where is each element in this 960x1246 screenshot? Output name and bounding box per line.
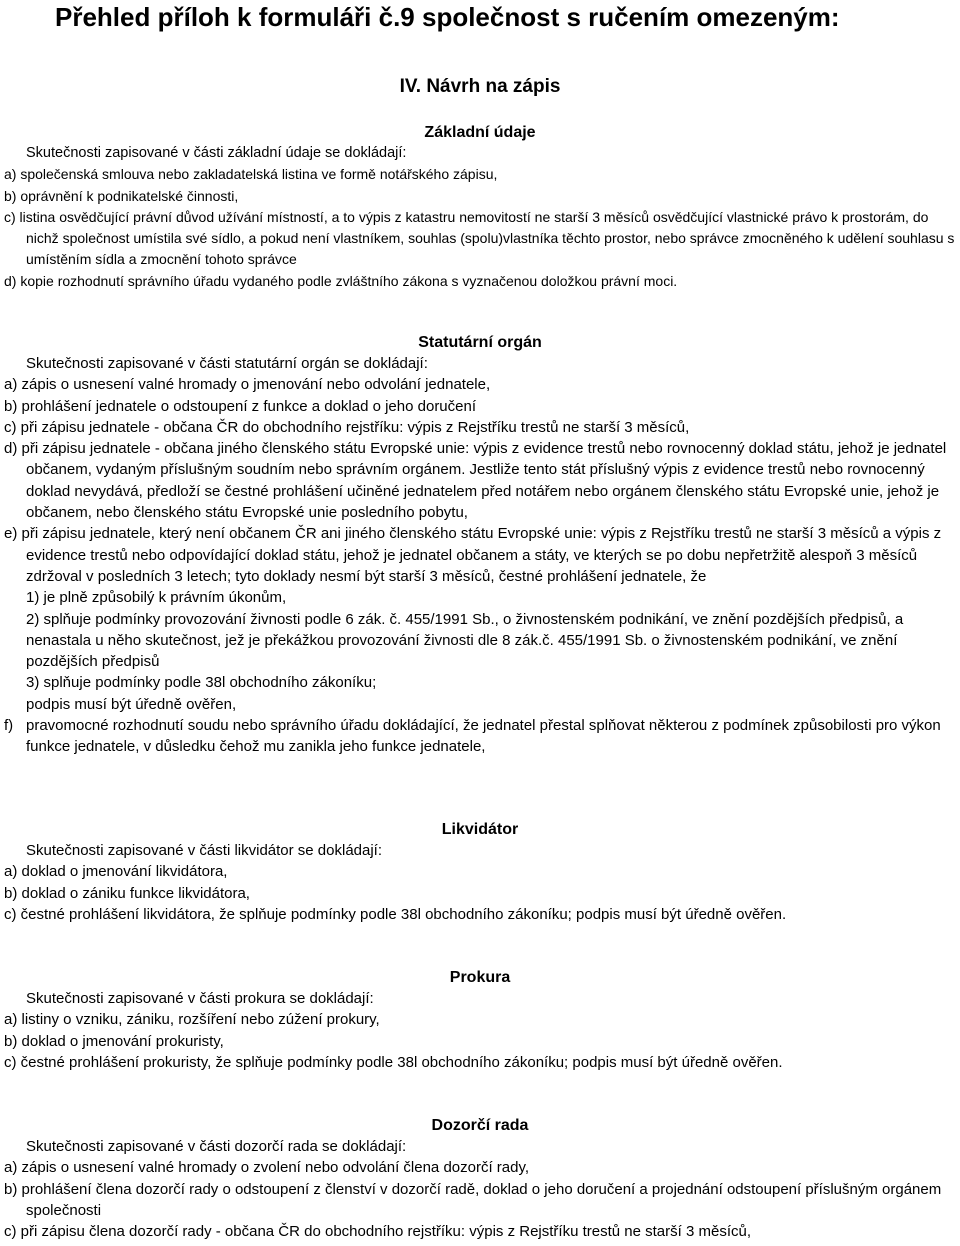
section-prokura — [0, 968, 960, 1073]
section-heading: Prokura — [449, 969, 511, 986]
section-heading: Statutární orgán — [418, 334, 542, 351]
list-item: b) prohlášení jednatele o odstoupení z funkce a doklad o jeho doručení — [4, 397, 477, 415]
section-intro: Skutečnosti zapisované v části prokura se dokládají: — [26, 990, 374, 1007]
list-item: c) čestné prohlášení prokuristy, že splňuje podmínky podle 38l obchodního zákoníku; podpis musí být úředně ověřen. — [4, 1053, 783, 1071]
list-item: b) doklad o jmenování prokuristy, — [4, 1032, 224, 1050]
sub-item: 1) je plně způsobilý k právním úkonům, — [26, 589, 287, 607]
list-item: b) oprávnění k podnikatelské činnosti, — [4, 187, 239, 204]
sub-item: 2) splňuje podmínky provozování živnosti podle 6 zák. č. 455/1991 Sb., o živnostenském podnikání, ve znění pozdějších předpisů, a nenastala u něho skutečnost, jež je překážkou provozování živnosti dle 8 zák.č. 455/1991 Sb. o živnostenském podnikání, ve znění pozdějších předpisů — [26, 610, 904, 671]
section-intro: Skutečnosti zapisované v části likvidátor se dokládají: — [26, 842, 383, 859]
list-item: e) při zápisu jednatele, který není občanem ČR ani jiného členského státu Evropské unie: výpis z Rejstříku trestů ne starší 3 měsíců a výpis z evidence trestů nebo odpovídající doklad státu, jehož je jednatel občanem a státy, ve kterých se po dobu nepřetržitě alespoň 3 měsíců zdržoval v posledních 3 letech; tyto doklady nesmí být starší 3 měsíců, čestné prohlášení jednatele, že — [4, 525, 942, 585]
list-item: c) při zápisu jednatele - občana ČR do obchodního rejstříku: výpis z Rejstříku trestů ne starší 3 měsíců, — [4, 418, 690, 436]
list-item: c) při zápisu člena dozorčí rady - občana ČR do obchodního rejstříku: výpis z Rejstříku trestů ne starší 3 měsíců, — [4, 1223, 751, 1241]
list-item: c) listina osvědčující právní důvod užívání místností, a to výpis z katastru nemovitostí ne starší 3 měsíců osvědčující vlastnické právo k prostorám, do nichž společnost umístila své sídlo, a pokud není vlastníkem, souhlas (spolu)vlastníka těchto prostor, nebo správce zmocněného k udělení souhlasu s umístěním sídla a zmocnění tohoto správce — [4, 208, 955, 268]
list-item: a) listiny o vzniku, zániku, rozšíření nebo zúžení prokury, — [4, 1011, 380, 1029]
section-zakladni-udaje — [0, 123, 960, 292]
list-item-text: pravomocné rozhodnutí soudu nebo správního úřadu dokládající, že jednatel přestal splňovat některou z podmínek způsobilosti pro výkon funkce jednatele, v důsledku čehož mu zanikla jeho funkce jednatele, — [26, 717, 941, 756]
list-item: a) doklad o jmenování likvidátora, — [4, 863, 228, 881]
section-likvidator — [0, 820, 960, 925]
page-title: Přehled příloh k formuláři č.9 společnost s ručením omezeným: — [55, 2, 840, 32]
section-intro: Skutečnosti zapisované v části dozorčí rada se dokládají: — [26, 1138, 407, 1155]
list-item: b) prohlášení člena dozorčí rady o odstoupení z členství v dozorčí radě, doklad o jeho doručení a projednání odstoupení příslušným orgánem společnosti — [4, 1180, 942, 1219]
section-intro: Skutečnosti zapisované v části statutární orgán se dokládají: — [26, 355, 428, 372]
section-statutarni-organ — [0, 333, 960, 758]
list-item: d) kopie rozhodnutí správního úřadu vydaného podle zvláštního zákona s vyznačenou doložkou právní moci. — [4, 272, 678, 289]
section-intro: Skutečnosti zapisované v části základní údaje se dokládají: — [26, 145, 407, 161]
sub-item: podpis musí být úředně ověřen, — [26, 695, 237, 713]
section-heading: Dozorčí rada — [431, 1117, 529, 1134]
list-item: a) zápis o usnesení valné hromady o zvolení nebo odvolání člena dozorčí rady, — [4, 1159, 530, 1177]
section-dozorci-rada — [0, 1116, 960, 1242]
list-item: a) zápis o usnesení valné hromady o jmenování nebo odvolání jednatele, — [4, 376, 491, 394]
list-item: d) při zápisu jednatele - občana jiného členského státu Evropské unie: výpis z evidence trestů nebo rovnocenný doklad státu, jehož je jednatel občanem, vydaným příslušným soudním nebo správním orgánem. Jestliže tento stát příslušný výpis z evidence trestů nebo rovnocenný doklad nevydává, předloží se čestné prohlášení učiněné jednatelem před notářem nebo orgánem členského státu Evropské unie, jehož je občanem, nebo členského státu Evropské unie posledního pobytu, — [4, 440, 947, 522]
list-item: c) čestné prohlášení likvidátora, že splňuje podmínky podle 38l obchodního zákoníku; podpis musí být úředně ověřen. — [4, 905, 787, 923]
section-heading: Základní údaje — [424, 124, 536, 141]
list-item: b) doklad o zániku funkce likvidátora, — [4, 884, 250, 902]
section-heading: Likvidátor — [441, 821, 519, 838]
list-item — [0, 715, 960, 758]
list-item: a) společenská smlouva nebo zakladatelská listina ve formě notářského zápisu, — [4, 166, 498, 183]
sub-item: 3) splňuje podmínky podle 38l obchodního zákoníku; — [26, 674, 377, 692]
list-item-label: f) — [4, 717, 14, 735]
part-title: IV. Návrh na zápis — [399, 76, 561, 97]
